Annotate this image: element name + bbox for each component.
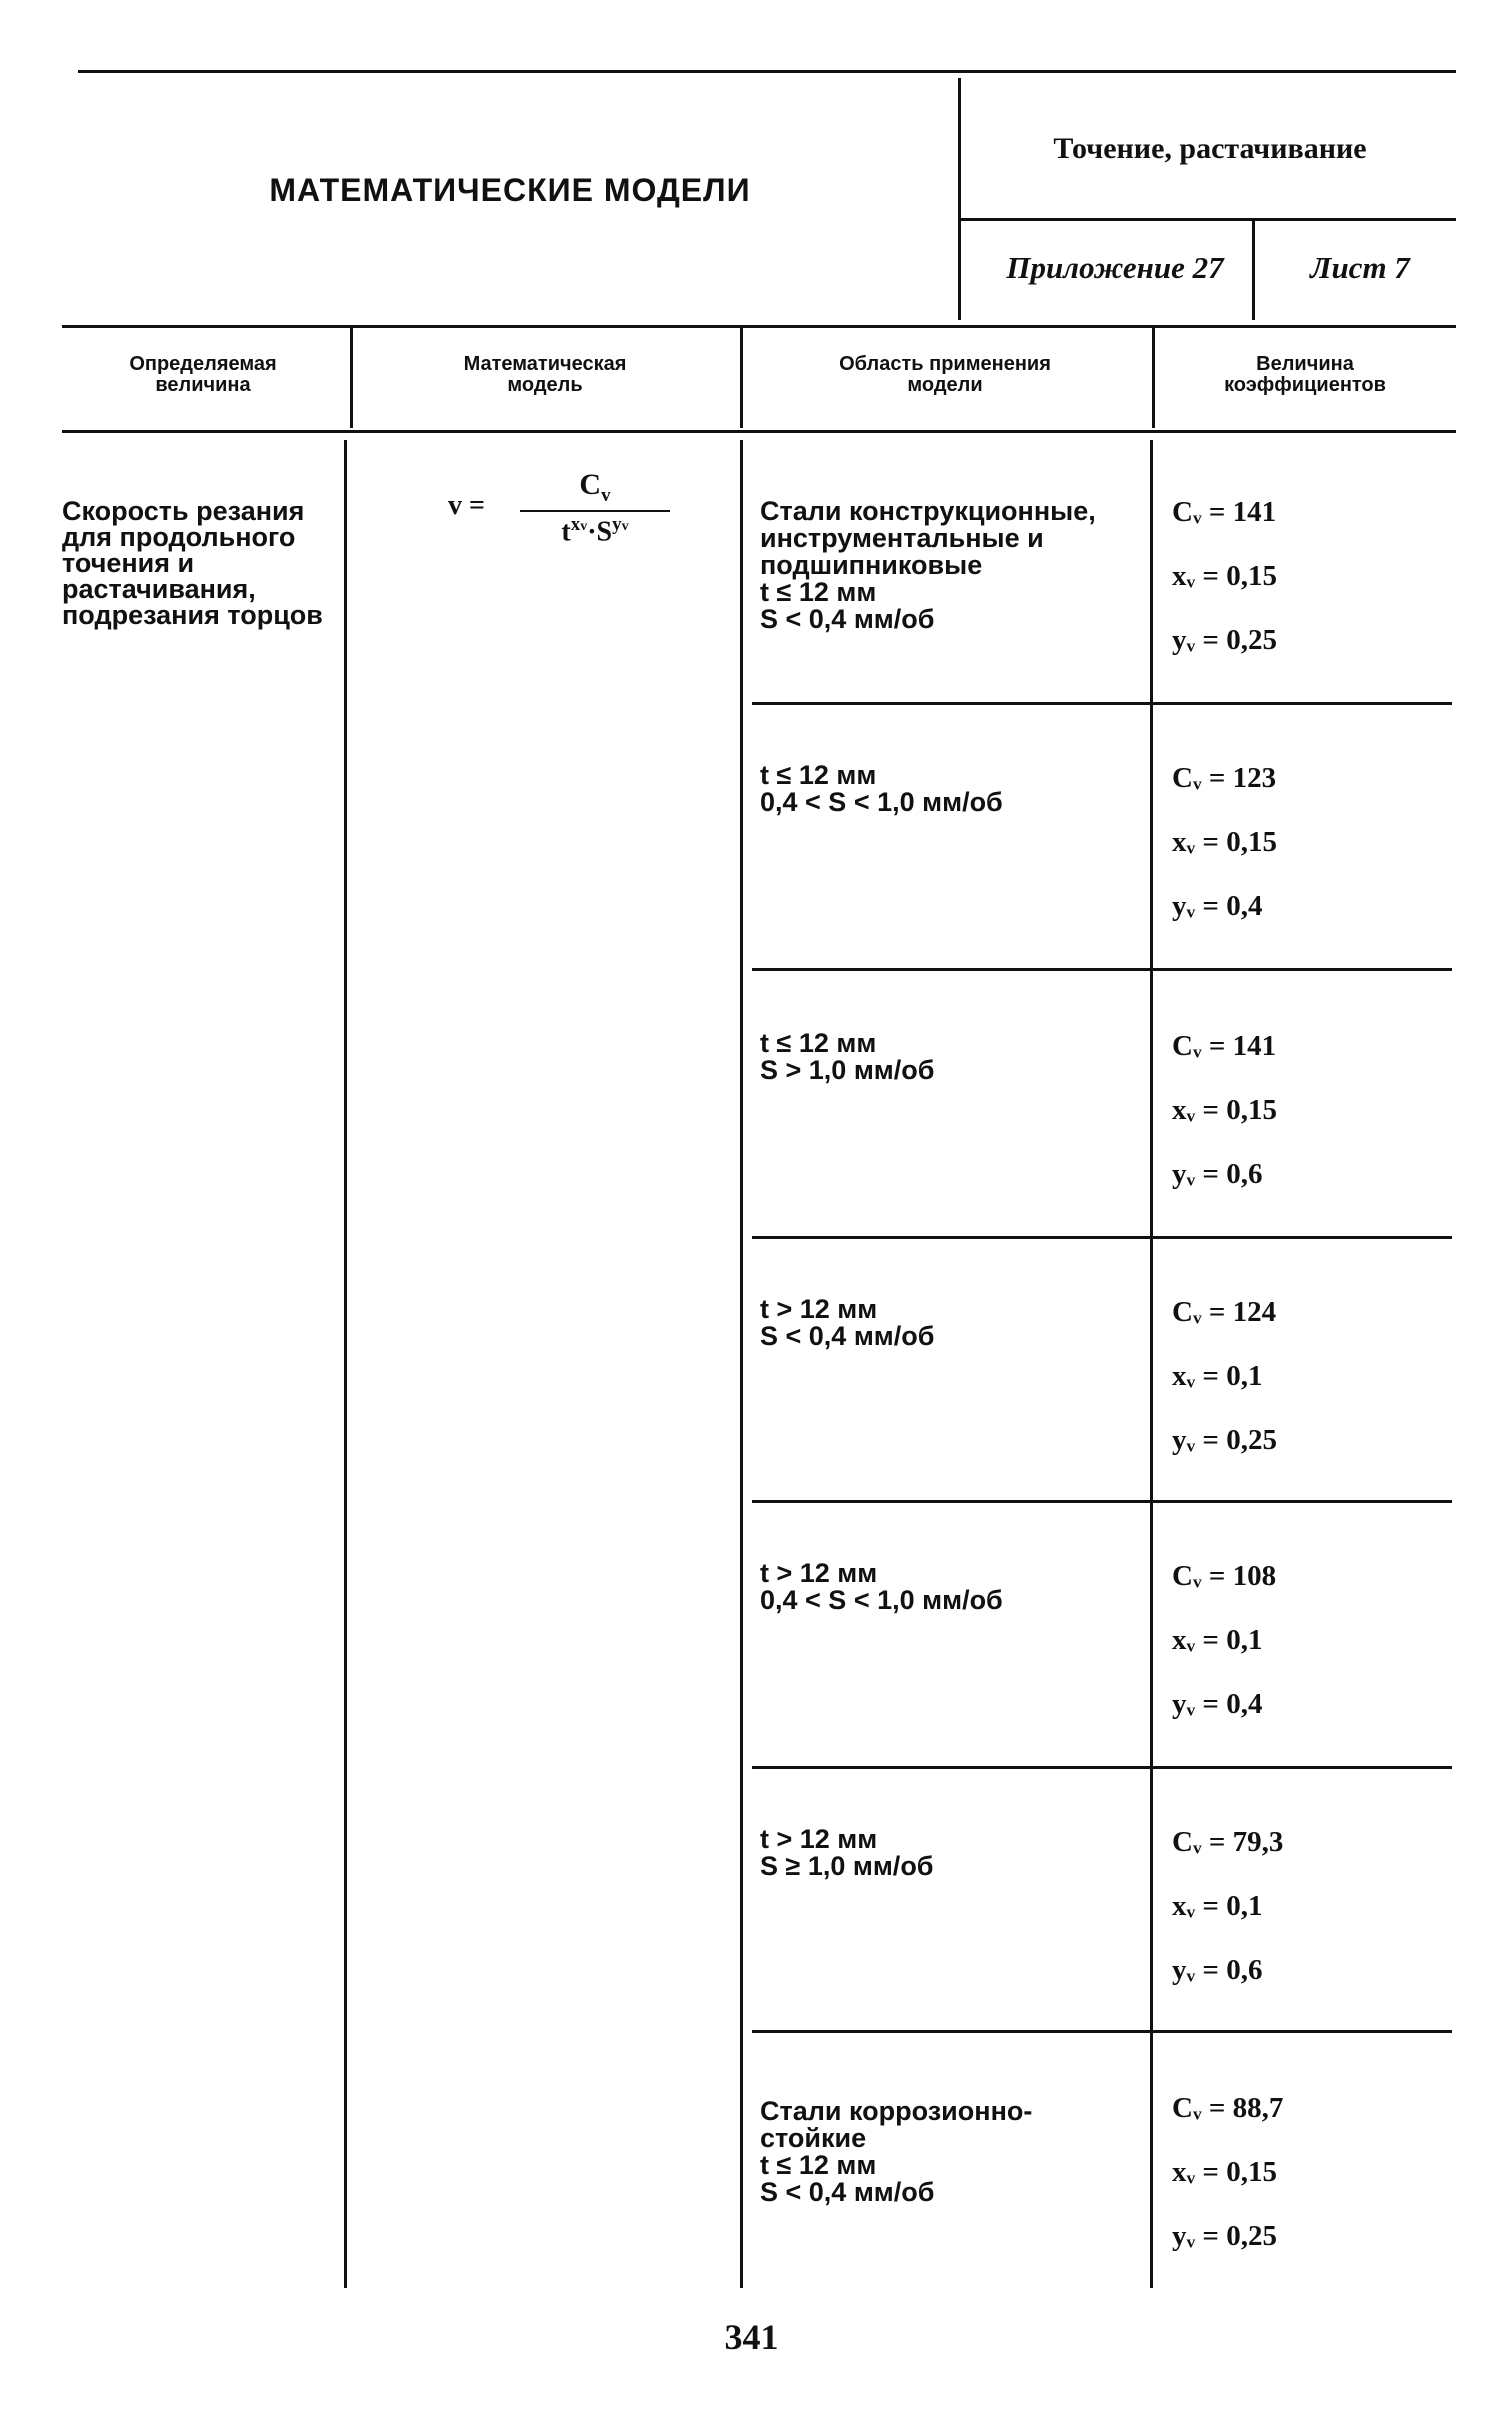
col-rule-3	[1152, 328, 1155, 428]
coef-y: yᵥ = 0,6	[1172, 1954, 1263, 1986]
coef-c: Cᵥ = 79,3	[1172, 1826, 1284, 1858]
col-rule-3-body	[1150, 440, 1153, 2288]
col-header-area	[745, 354, 1145, 396]
row-rule-1	[752, 702, 1452, 705]
formula-denominator	[520, 514, 670, 548]
formula-den-dot: ·	[587, 516, 597, 548]
row-area	[760, 498, 1150, 633]
section-title: Точение, растачивание	[1053, 132, 1367, 165]
section-rule	[960, 218, 1456, 221]
row-area	[760, 1560, 1150, 1614]
coef-c: Cᵥ = 108	[1172, 1560, 1277, 1592]
coef-c: Cᵥ = 141	[1172, 1030, 1277, 1062]
coef-x: xᵥ = 0,15	[1172, 2156, 1277, 2188]
page-number: 341	[724, 2317, 779, 2357]
formula-den-exp2	[612, 514, 629, 535]
col-rule-1-body	[344, 440, 347, 2288]
area-line: S > 1,0 мм/об	[760, 1055, 935, 1085]
col-header-model	[355, 354, 735, 396]
row-coefficients	[1172, 2092, 1452, 2284]
coef-c: Cᵥ = 88,7	[1172, 2092, 1284, 2124]
quantity-text: Скорость резания для продольного точения и растачивания, подрезания торцов	[62, 496, 323, 630]
coef-x: xᵥ = 0,15	[1172, 826, 1277, 858]
coef-y: yᵥ = 0,25	[1172, 624, 1277, 656]
col-rule-2-body	[740, 440, 743, 2288]
col-header-model-line1: Математическая	[463, 353, 627, 375]
coef-c: Cᵥ = 123	[1172, 762, 1277, 794]
formula-den-exp1-sub: v	[580, 519, 588, 534]
top-rule	[78, 70, 1456, 73]
row-coefficients	[1172, 1560, 1452, 1752]
col-header-coef	[1155, 354, 1455, 396]
area-line: t ≤ 12 мм	[760, 2150, 877, 2180]
row-area	[760, 1826, 1150, 1880]
area-line: 0,4 < S < 1,0 мм/об	[760, 1585, 1003, 1615]
document-title: МАТЕМАТИЧЕСКИЕ МОДЕЛИ	[269, 172, 751, 208]
row-coefficients	[1172, 1826, 1452, 2018]
coef-x: xᵥ = 0,15	[1172, 1094, 1277, 1126]
col-header-area-line2: модели	[907, 374, 983, 396]
col-header-model-line2: модель	[507, 374, 583, 396]
coef-y: yᵥ = 0,4	[1172, 1688, 1263, 1720]
formula-den-exp2-sub: v	[621, 519, 629, 534]
row-area	[760, 2098, 1150, 2206]
formula-lhs: v =	[448, 490, 485, 521]
coef-c: Cᵥ = 141	[1172, 496, 1277, 528]
coef-c: Cᵥ = 124	[1172, 1296, 1277, 1328]
col-header-quantity-line2: величина	[155, 374, 251, 396]
col-header-quantity	[62, 354, 344, 396]
area-line: S < 0,4 мм/об	[760, 2177, 935, 2207]
row-coefficients	[1172, 762, 1452, 954]
row-coefficients	[1172, 1296, 1452, 1488]
col-rule-2	[740, 328, 743, 428]
formula-numerator-sub: v	[601, 485, 611, 506]
formula-den-base1: t	[561, 516, 571, 548]
area-line: Стали коррозионно-	[760, 2096, 1033, 2126]
formula-den-exp2-letter: y	[612, 514, 622, 535]
coef-y: yᵥ = 0,25	[1172, 2220, 1277, 2252]
col-header-quantity-line1: Определяемая	[129, 353, 277, 375]
coef-x: xᵥ = 0,1	[1172, 1624, 1263, 1656]
row-coefficients	[1172, 496, 1452, 688]
area-line: S < 0,4 мм/об	[760, 1321, 935, 1351]
row-area	[760, 1296, 1150, 1350]
formula-den-exp1-letter: x	[570, 514, 581, 535]
header-bottom-rule	[62, 430, 1456, 433]
formula	[440, 468, 680, 548]
row-rule-4	[752, 1500, 1452, 1503]
formula-den-base2: S	[596, 516, 613, 548]
col-header-coef-line2: коэффициентов	[1224, 374, 1386, 396]
area-line: t > 12 мм	[760, 1558, 878, 1588]
area-line: подшипниковые	[760, 550, 983, 580]
coef-x: xᵥ = 0,1	[1172, 1890, 1263, 1922]
formula-numerator	[520, 468, 670, 507]
area-line: S < 0,4 мм/об	[760, 604, 935, 634]
coef-y: yᵥ = 0,6	[1172, 1158, 1263, 1190]
coef-x: xᵥ = 0,15	[1172, 560, 1277, 592]
formula-fraction-bar	[520, 510, 670, 512]
row-rule-5	[752, 1766, 1452, 1769]
coef-x: xᵥ = 0,1	[1172, 1360, 1263, 1392]
coef-y: yᵥ = 0,25	[1172, 1424, 1277, 1456]
formula-numerator-base: C	[579, 468, 602, 501]
area-line: Стали конструкционные,	[760, 496, 1096, 526]
row-area	[760, 762, 1150, 816]
row-coefficients	[1172, 1030, 1452, 1222]
row-rule-2	[752, 968, 1452, 971]
area-line: t ≤ 12 мм	[760, 1028, 877, 1058]
area-line: инструментальные и	[760, 523, 1044, 553]
area-line: t ≤ 12 мм	[760, 760, 877, 790]
row-rule-3	[752, 1236, 1452, 1239]
row-rule-6	[752, 2030, 1452, 2033]
appendix-label: Приложение 27	[1006, 250, 1224, 285]
coef-y: yᵥ = 0,4	[1172, 890, 1263, 922]
area-line: t ≤ 12 мм	[760, 577, 877, 607]
row-area	[760, 1030, 1150, 1084]
header-top-rule	[62, 325, 1456, 328]
sheet-label: Лист 7	[1310, 250, 1410, 285]
col-header-coef-line1: Величина	[1256, 353, 1354, 375]
col-header-area-line1: Область применения	[839, 353, 1051, 375]
area-line: стойкие	[760, 2123, 867, 2153]
area-line: 0,4 < S < 1,0 мм/об	[760, 787, 1003, 817]
area-line: S ≥ 1,0 мм/об	[760, 1851, 934, 1881]
area-line: t > 12 мм	[760, 1294, 878, 1324]
col-rule-1	[350, 328, 353, 428]
formula-den-exp1	[571, 514, 588, 535]
area-line: t > 12 мм	[760, 1824, 878, 1854]
